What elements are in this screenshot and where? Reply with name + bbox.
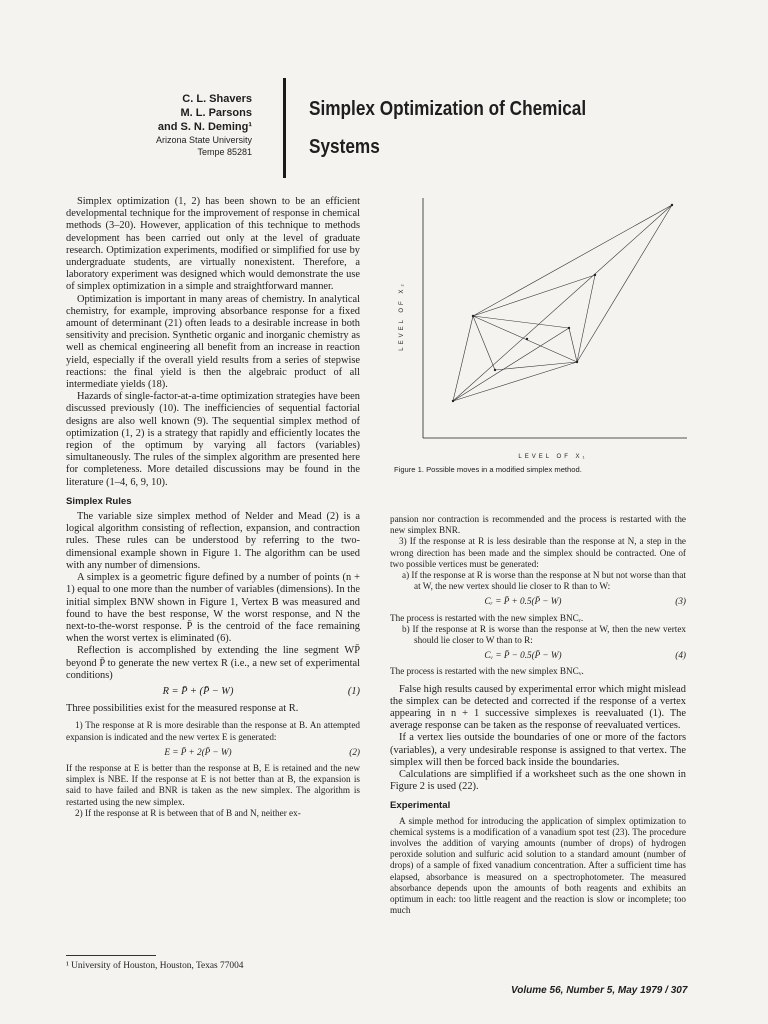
footnote: ¹ University of Houston, Houston, Texas 77004 — [66, 961, 244, 971]
left-column — [66, 196, 360, 819]
vertex-r — [594, 274, 596, 276]
paragraph: Three possibilities exist for the measured response at R. — [66, 703, 299, 715]
article-title — [309, 90, 593, 166]
vertex-w — [452, 400, 454, 402]
equation-body: Cᵥ = P̄ − 0.5(P̄ − W) — [484, 650, 562, 661]
list-item: b) If the response at R is worse than the response at W, then the new vertex should lie closer to W than to R: — [402, 623, 686, 646]
page-footer: Volume 56, Number 5, May 1979 / 307 — [511, 985, 688, 996]
equation-number: (4) — [675, 650, 686, 661]
paragraph: 3) If the response at R is less desirable than the response at N, a step in the wrong direction has been made and the simplex should be contracted. One of two possible vertices must be generated: — [390, 536, 686, 569]
paragraph: If the response at E is better than the response at B, E is retained and the new simplex is NBE. If the response at E is not better than at B, the expansion is said to have failed and BNR is taken as the new simplex. The algorithm is restarted using the new simplex. — [66, 762, 360, 807]
vertex-p — [526, 338, 528, 340]
vertex-e — [671, 204, 673, 206]
equation-number: (2) — [349, 746, 360, 757]
vertex-cw — [494, 369, 496, 371]
equation-3 — [390, 596, 686, 607]
figure-1 — [391, 188, 687, 488]
section-heading: Experimental — [390, 800, 451, 812]
x-axis-label: LEVEL OF X₁ — [518, 454, 588, 460]
author-block — [120, 92, 252, 158]
equation-4 — [390, 650, 686, 661]
figure-caption: Figure 1. Possible moves in a modified simplex method. — [394, 465, 582, 474]
rule-list — [66, 720, 360, 819]
paragraph: 1) The response at R is more desirable than the response at B. An attempted expansion is indicated and the new vertex E is generated: — [66, 720, 360, 742]
equation-number: (1) — [347, 685, 360, 697]
title-line: Simplex Optimization of Chemical — [309, 98, 587, 120]
author-name: C. L. Shavers — [182, 93, 252, 105]
affiliation-city: Tempe 85281 — [197, 147, 252, 157]
paragraph: False high results caused by experimental error which might mislead the simplex can be detected and corrected if the response of a vertex appearing in n + 1 successive simplexes is reevaluated (1). The average response can be taken as the response of reevaluated vertices. — [390, 683, 686, 732]
paragraph: A simplex is a geometric figure defined by a number of points (n + 1) equal to one more than the number of variables (dimensions). In the initial simplex BNW shown in Figure 1, Vertex B was measured and found to have the best response, W the worst response, and N the next-to-the-worst response. P̄ is the centroid of the face remaining when the worst vertex is eliminated (6). — [66, 572, 360, 645]
list-item: a) If the response at R is worse than the response at N but not worse than that at W, the new vertex should lie closer to R than to W: — [402, 570, 686, 592]
paragraph: The variable size simplex method of Nelder and Mead (2) is a logical algorithm consisting of reflection, expansion, and contraction rules. These rules can be understood by referring to the two-dimensional example shown in Figure 1. The algorithm can be used with any number of dimensions. — [66, 511, 360, 571]
vertex-n — [472, 315, 474, 317]
section-heading: Simplex Rules — [66, 495, 132, 507]
paragraph: 2) If the response at R is between that of B and N, neither ex- — [75, 807, 301, 818]
right-column — [390, 514, 686, 917]
equation-body: R = P̄ + (P̄ − W) — [162, 685, 234, 697]
equation-2 — [66, 747, 360, 758]
paragraph: Calculations are simplified if a worksheet such as the one shown in Figure 2 is used (22). — [390, 769, 686, 793]
equation-1 — [66, 686, 360, 698]
vertex-cr — [568, 327, 570, 329]
equation-body: Cᵣ = P̄ + 0.5(P̄ − W) — [484, 596, 562, 607]
y-axis-label: LEVEL OF X₂ — [399, 281, 405, 351]
simplex-lines — [453, 205, 672, 401]
paragraph: The process is restarted with the new simplex BNCᵣ. — [390, 612, 584, 623]
vertex-b — [576, 361, 578, 363]
footnote-divider — [66, 955, 156, 956]
paragraph: pansion nor contraction is recommended and the process is restarted with the new simplex BNR. — [390, 514, 686, 536]
paragraph: A simple method for introducing the application of simplex optimization to chemical systems is a modification of a vanadium spot test (23). The procedure involves the addition of varying amounts (number of drops) of hydrogen peroxide solution and sulfuric acid solution to a standard amount (number of drops) of a sample of fixed vanadium concentration. After a sufficient time has elapsed, absorbance is measured on a spectrophotometer. The measured absorbance depends upon the amounts of both reagents and exhibits an optimum in each: too little reagent and the reaction is slow or incomplete; too much — [390, 815, 686, 916]
author-name: and S. N. Deming¹ — [157, 121, 252, 133]
affiliation: Arizona State University — [155, 135, 252, 145]
paragraph: Hazards of single-factor-at-a-time optimization strategies have been discussed previously (10). The inefficiencies of sequential factorial designs are also well known (9). The sequential simplex method of optimization (1, 2) is a strategy that rapidly and efficiently locates the region of the optimum by varying all factors (variables) simultaneously. The rules of the simplex algorithm are presented here for completeness. More detailed discussions may be found in the literature (1–4, 6, 9, 10). — [66, 391, 360, 488]
paragraph: Reflection is accomplished by extending the line segment WP̄ beyond P̄ to generate the new vertex R (i.e., a new set of experimental conditions) — [66, 645, 360, 681]
body-text — [390, 684, 686, 813]
paragraph: Optimization is important in many areas of chemistry. In analytical chemistry, for example, improving absorbance response for a fixed amount of determinant (21) often leads to a desirable increase in both sensitivity and precision. Synthetic organic and inorganic chemistry as well as chemical engineering all benefit from an increase in reaction yield, especially if the overall yield results from a series of stepwise reactions: the final yield is then the algebraic product of all intermediate yields (18). — [66, 293, 360, 391]
paragraph: The process is restarted with the new simplex BNCᵥ. — [390, 666, 584, 677]
author-name: M. L. Parsons — [180, 107, 252, 119]
equation-number: (3) — [675, 596, 686, 607]
title-line: Systems — [309, 136, 380, 158]
title-divider — [283, 78, 286, 178]
equation-body: E = P̄ + 2(P̄ − W) — [164, 746, 232, 757]
paragraph: If a vertex lies outside the boundaries of one or more of the factors (variables), a very undesirable response is assigned to that vertex. The simplex will then be forced back inside the boundaries. — [390, 732, 686, 768]
paragraph: Simplex optimization (1, 2) has been shown to be an efficient developmental technique for the improvement of response in chemical methods (3–20). However, application of this technique to methods development has been carried out only at the level of graduate research. Optimization experiments, modified or simplified for use by undergraduate students, are virtually nonexistent. Therefore, a laboratory experiment was designed which would demonstrate the use of simplex optimization in a simple and straightforward manner. — [66, 196, 360, 293]
